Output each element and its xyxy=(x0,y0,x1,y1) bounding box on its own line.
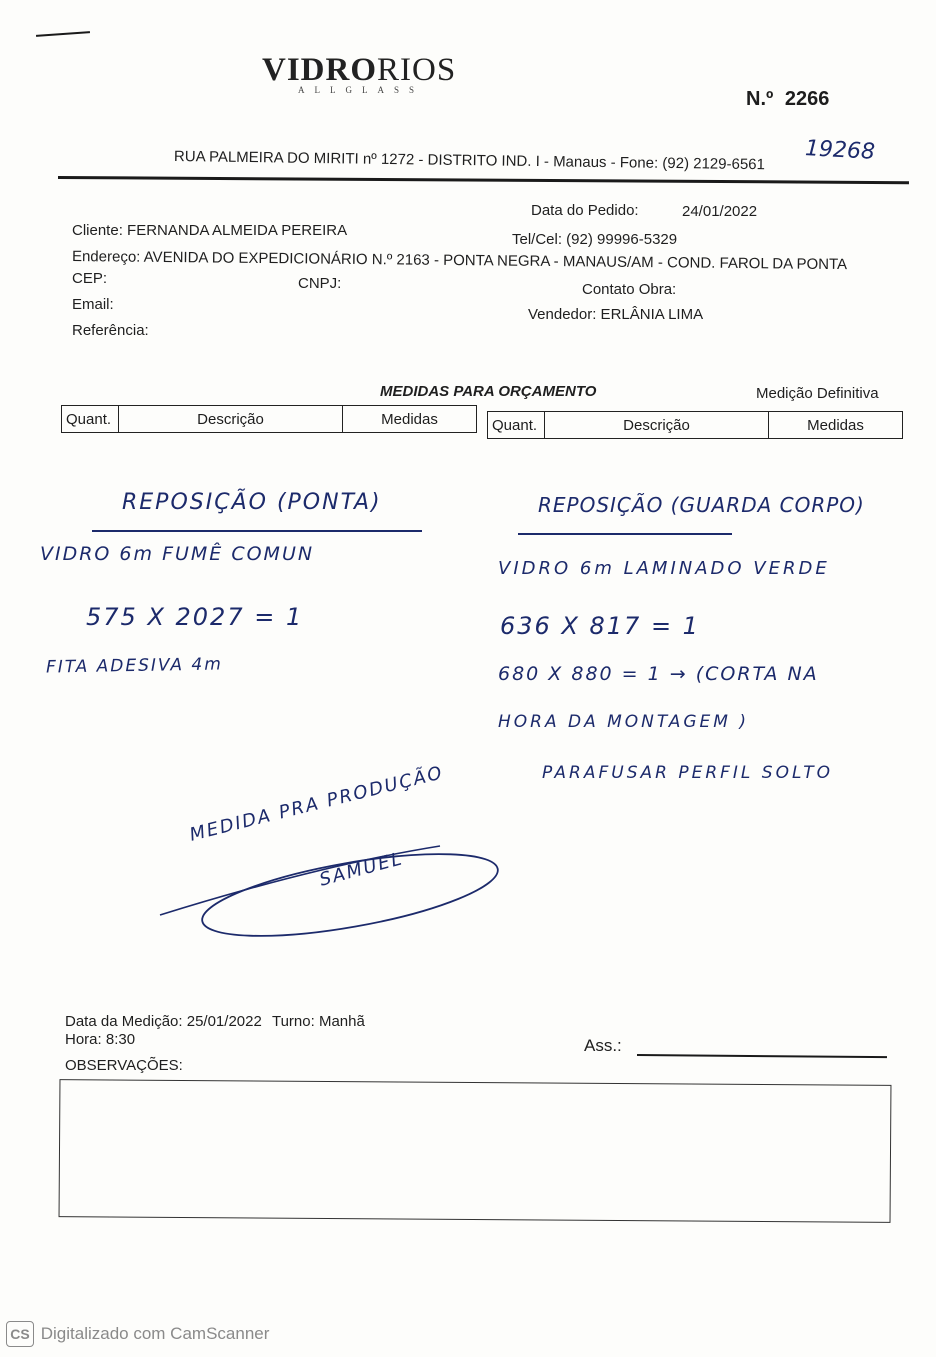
measurement-date-value: Data da Medição: 25/01/2022 xyxy=(65,1013,262,1030)
cep-label: CEP: xyxy=(72,270,108,287)
handwritten-right-line4: HORA DA MONTAGEM ) xyxy=(498,712,749,732)
client-address: Endereço: AVENIDA DO EXPEDICIONÁRIO N.º 2163 - PONTA NEGRA - MANAUS/AM - COND. FAROL DA PONTA xyxy=(71,248,848,274)
final-measurement-label: Medição Definitiva xyxy=(756,385,879,402)
order-number-label: N.º xyxy=(746,88,774,110)
signature-line xyxy=(637,1054,887,1058)
client-phone: Tel/Cel: (92) 99996-5329 xyxy=(512,231,678,248)
camscanner-icon: CS xyxy=(6,1321,34,1347)
measurement-time: Hora: 8:30 xyxy=(65,1031,136,1048)
handwritten-right-line3: 680 X 880 = 1 → (CORTA NA xyxy=(498,663,819,685)
measures-table-left xyxy=(61,405,477,433)
left-title-underline xyxy=(92,530,422,532)
col-medidas: Medidas xyxy=(769,412,903,439)
col-quant: Quant. xyxy=(62,406,119,433)
scanner-watermark xyxy=(6,1321,269,1347)
handwritten-left-line1: VIDRO 6m FUMÊ COMUN xyxy=(40,543,315,565)
company-logo xyxy=(262,52,462,102)
stray-mark xyxy=(36,31,90,37)
signature-swirl xyxy=(150,840,510,950)
logo-wordmark xyxy=(262,52,462,89)
order-number xyxy=(746,88,829,111)
signature: SAMUEL xyxy=(317,848,406,891)
col-descricao: Descrição xyxy=(545,412,769,439)
cnpj-label: CNPJ: xyxy=(298,275,342,292)
right-title-underline xyxy=(518,533,732,535)
order-date-label: Data do Pedido: xyxy=(531,202,639,219)
order-number-value: 2266 xyxy=(784,88,830,110)
table-header-row xyxy=(62,406,477,433)
col-medidas: Medidas xyxy=(343,406,477,433)
handwritten-left-line3: FITA ADESIVA 4m xyxy=(45,654,223,678)
signature-label: Ass.: xyxy=(584,1036,622,1055)
logo-wordmark-bold: VIDRO xyxy=(262,52,378,88)
handwritten-left-line2: 575 X 2027 = 1 xyxy=(86,603,304,631)
handwritten-right-title: REPOSIÇÃO (GUARDA CORPO) xyxy=(538,493,865,517)
order-date: 24/01/2022 xyxy=(682,203,758,220)
header-divider xyxy=(58,176,909,184)
measures-table-right xyxy=(487,411,903,439)
client-name: Cliente: FERNANDA ALMEIDA PEREIRA xyxy=(72,222,348,239)
table-header-row xyxy=(488,412,903,439)
measurement-date xyxy=(65,1013,365,1030)
measures-title: MEDIDAS PARA ORÇAMENTO xyxy=(380,383,597,400)
company-address: RUA PALMEIRA DO MIRITI nº 1272 - DISTRITO IND. I - Manaus - Fone: (92) 2129-6561 xyxy=(173,148,766,174)
reference-label: Referência: xyxy=(72,322,149,339)
handwritten-left-title: REPOSIÇÃO (PONTA) xyxy=(122,490,382,515)
handwritten-right-line5: PARAFUSAR PERFIL SOLTO xyxy=(542,763,834,783)
observations-label: OBSERVAÇÕES: xyxy=(65,1057,183,1074)
handwritten-right-line2: 636 X 817 = 1 xyxy=(500,612,700,640)
production-note: MEDIDA PRA PRODUÇÃO xyxy=(187,762,446,846)
logo-wordmark-light: RIOS xyxy=(377,52,457,88)
col-quant: Quant. xyxy=(488,412,545,439)
site-contact-label: Contato Obra: xyxy=(582,281,677,298)
logo-tagline: ALLGLASS xyxy=(298,85,425,95)
handwritten-right-line1: VIDRO 6m LAMINADO VERDE xyxy=(498,558,830,579)
seller-name: Vendedor: ERLÂNIA LIMA xyxy=(528,306,704,323)
scanner-text: Digitalizado com CamScanner xyxy=(40,1324,270,1343)
email-label: Email: xyxy=(72,296,114,313)
col-descricao: Descrição xyxy=(119,406,343,433)
handwritten-ref: 19268 xyxy=(804,136,876,165)
observations-box xyxy=(59,1079,892,1223)
shift: Turno: Manhã xyxy=(271,1013,365,1030)
